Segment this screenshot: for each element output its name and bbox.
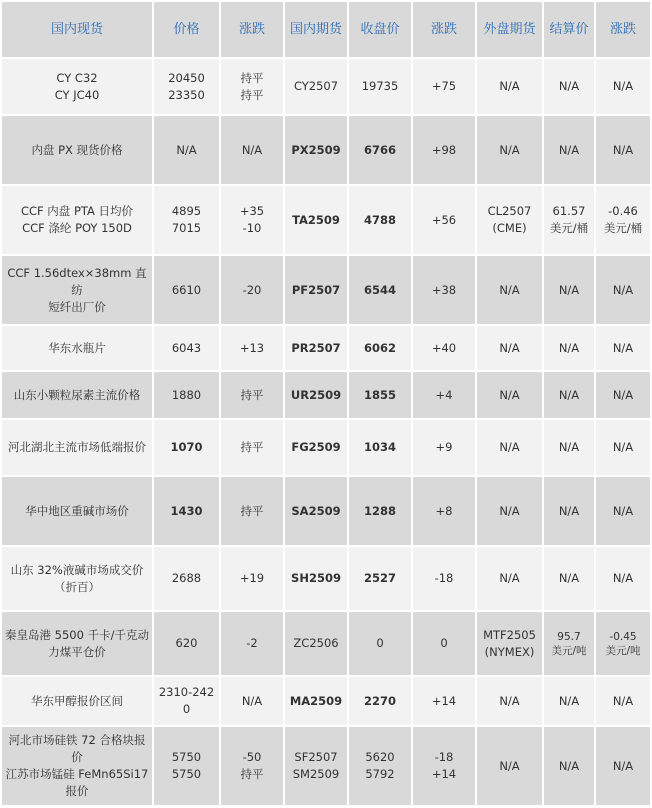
spot-change-line: N/A	[241, 693, 263, 708]
futures-code-cell	[285, 59, 347, 114]
table-row	[2, 612, 650, 675]
header-spot: 国内现货	[2, 2, 152, 57]
header-change: 涨跌	[221, 2, 283, 57]
settle-price-line: 95.7	[557, 630, 581, 643]
close-price-line: 5620	[365, 750, 395, 764]
spot-price-line: 5750	[171, 767, 202, 781]
external-change-cell	[596, 677, 650, 725]
spot-price-line: 1070	[170, 440, 203, 454]
external-futures-line: (CME)	[492, 221, 527, 235]
spot-price-line: 620	[175, 636, 198, 650]
settle-price-line: N/A	[558, 282, 580, 297]
external-change-cell	[596, 420, 650, 475]
settle-price-cell	[544, 547, 594, 610]
spot-name-line: 河北湖北主流市场低端报价	[8, 440, 146, 454]
table-row	[2, 727, 650, 805]
spot-change-cell	[221, 256, 283, 324]
external-futures-line: N/A	[499, 571, 520, 585]
futures-code-line: UR2509	[290, 387, 342, 402]
futures-change-line: -18	[434, 750, 454, 764]
futures-change-line: +4	[435, 387, 453, 402]
external-futures-line: N/A	[499, 387, 520, 402]
external-futures-line: N/A	[499, 440, 520, 454]
close-price-cell	[349, 186, 411, 254]
external-change-line: N/A	[612, 571, 634, 585]
futures-change-line: +9	[435, 440, 453, 454]
spot-name-line: 秦皇岛港 5500 千卡/千克动	[5, 627, 149, 642]
header-external-futures: 外盘期货	[477, 2, 542, 57]
external-futures-cell	[477, 59, 542, 114]
futures-change-line: +40	[431, 340, 457, 355]
external-change-cell	[596, 727, 650, 805]
futures-code-cell	[285, 547, 347, 610]
spot-name-cell	[2, 59, 152, 114]
spot-change-cell	[221, 727, 283, 805]
futures-code-line: FG2509	[291, 440, 341, 454]
external-futures-line: N/A	[499, 282, 520, 297]
futures-code-cell	[285, 477, 347, 545]
external-futures-line: N/A	[499, 758, 520, 773]
spot-name-cell	[2, 727, 152, 805]
header-close: 收盘价	[349, 2, 411, 57]
table-row	[2, 116, 650, 184]
spot-price-line: 5750	[171, 750, 202, 764]
spot-name-cell	[2, 326, 152, 370]
spot-price-cell	[154, 256, 219, 324]
external-futures-cell	[477, 477, 542, 545]
close-price-line: 6766	[363, 142, 396, 157]
external-futures-cell	[477, 326, 542, 370]
spot-price-cell	[154, 677, 219, 725]
external-change-cell	[596, 477, 650, 545]
spot-price-cell	[154, 326, 219, 370]
external-change-cell	[596, 612, 650, 675]
settle-price-cell	[544, 612, 594, 675]
spot-price-line: 20450	[168, 70, 205, 85]
settle-price-line: N/A	[558, 440, 580, 454]
spot-price-line: 1880	[171, 387, 202, 402]
header-futures: 国内期货	[285, 2, 347, 57]
spot-price-line: 2688	[171, 571, 202, 585]
spot-change-line: 持平	[240, 87, 264, 102]
futures-code-cell	[285, 612, 347, 675]
external-futures-line: N/A	[499, 142, 520, 157]
settle-price-cell	[544, 326, 594, 370]
spot-change-cell	[221, 677, 283, 725]
futures-code-cell	[285, 186, 347, 254]
futures-code-cell	[285, 420, 347, 475]
external-change-line: N/A	[612, 79, 634, 93]
futures-change-cell	[413, 326, 475, 370]
spot-name-cell	[2, 116, 152, 184]
close-price-line: 6062	[363, 340, 396, 355]
table-row	[2, 186, 650, 254]
settle-price-line: N/A	[558, 79, 580, 93]
close-price-line: 2270	[363, 693, 396, 708]
external-change-cell	[596, 116, 650, 184]
table-row	[2, 677, 650, 725]
futures-change-line: +56	[431, 212, 457, 227]
external-futures-line: N/A	[499, 79, 520, 93]
external-change-line: N/A	[612, 282, 634, 297]
futures-change-line: +14	[431, 693, 457, 708]
futures-code-cell	[285, 677, 347, 725]
futures-change-cell	[413, 727, 475, 805]
external-change-cell	[596, 186, 650, 254]
external-change-line: N/A	[612, 440, 634, 454]
spot-change-line: 持平	[240, 767, 264, 781]
spot-change-cell	[221, 547, 283, 610]
close-price-cell	[349, 326, 411, 370]
external-futures-cell	[477, 420, 542, 475]
settle-price-line: N/A	[558, 758, 580, 773]
spot-price-cell	[154, 727, 219, 805]
spot-name-cell	[2, 547, 152, 610]
spot-price-line: 2310-2420	[158, 685, 215, 716]
spot-price-line: 1430	[170, 503, 203, 518]
close-price-cell	[349, 677, 411, 725]
table-row	[2, 547, 650, 610]
external-futures-cell	[477, 116, 542, 184]
external-futures-line: CL2507	[487, 204, 532, 218]
close-price-line: 1288	[363, 503, 396, 518]
spot-name-cell	[2, 256, 152, 324]
spot-name-cell	[2, 677, 152, 725]
spot-name-cell	[2, 477, 152, 545]
spot-change-line: -10	[242, 221, 262, 235]
external-futures-line: N/A	[499, 693, 520, 708]
spot-change-cell	[221, 116, 283, 184]
settle-price-cell	[544, 677, 594, 725]
close-price-cell	[349, 256, 411, 324]
settle-price-cell	[544, 727, 594, 805]
spot-change-cell	[221, 420, 283, 475]
table-header-row	[2, 2, 650, 57]
settle-price-cell	[544, 372, 594, 418]
close-price-line: 0	[376, 636, 384, 650]
close-price-cell	[349, 612, 411, 675]
spot-name-line: 江苏市场锰硅 FeMn65Si17	[5, 767, 149, 781]
spot-change-cell	[221, 186, 283, 254]
spot-name-line: CY JC40	[54, 87, 100, 102]
futures-change-cell	[413, 116, 475, 184]
external-futures-cell	[477, 727, 542, 805]
settle-price-line: N/A	[558, 387, 580, 402]
spot-change-line: 持平	[240, 440, 264, 454]
spot-price-line: 4895	[171, 204, 202, 218]
futures-change-line: -18	[434, 571, 454, 585]
futures-code-cell	[285, 727, 347, 805]
external-change-line: N/A	[612, 758, 634, 773]
spot-change-cell	[221, 59, 283, 114]
settle-price-line: 美元/桶	[549, 221, 589, 235]
external-futures-line: MTF2505	[483, 627, 536, 642]
futures-code-line: CY2507	[293, 79, 339, 93]
external-futures-cell	[477, 677, 542, 725]
spot-price-line: N/A	[176, 142, 197, 157]
futures-change-line: +38	[431, 282, 457, 297]
external-futures-line: N/A	[499, 503, 520, 518]
spot-name-cell	[2, 186, 152, 254]
external-futures-cell	[477, 256, 542, 324]
external-change-line: -0.45	[609, 630, 637, 643]
close-price-line: 2527	[363, 571, 396, 585]
close-price-cell	[349, 477, 411, 545]
spot-price-cell	[154, 186, 219, 254]
external-change-line: N/A	[612, 693, 634, 708]
spot-price-line: 6043	[171, 340, 202, 355]
external-change-line: 美元/桶	[603, 221, 643, 235]
spot-price-cell	[154, 547, 219, 610]
spot-name-line: 短纤出厂价	[48, 299, 106, 314]
spot-name-line: CY C32	[56, 70, 98, 85]
close-price-cell	[349, 547, 411, 610]
external-change-line: -0.46	[608, 204, 638, 218]
spot-change-line: 持平	[240, 70, 264, 85]
settle-price-cell	[544, 420, 594, 475]
header-price: 价格	[154, 2, 219, 57]
spot-change-line: +13	[239, 340, 265, 355]
spot-price-cell	[154, 612, 219, 675]
futures-code-line: SH2509	[291, 571, 341, 585]
settle-price-line: 61.57	[552, 204, 586, 218]
futures-change-cell	[413, 186, 475, 254]
futures-code-cell	[285, 256, 347, 324]
spot-name-cell	[2, 372, 152, 418]
futures-change-line: +14	[431, 767, 457, 781]
settle-price-cell	[544, 59, 594, 114]
futures-change-cell	[413, 372, 475, 418]
table-row	[2, 372, 650, 418]
close-price-cell	[349, 116, 411, 184]
spot-price-cell	[154, 59, 219, 114]
spot-name-line: CCF 内盘 PTA 日均价	[20, 204, 134, 218]
spot-change-line: 持平	[240, 503, 264, 518]
spot-price-cell	[154, 372, 219, 418]
table-row	[2, 256, 650, 324]
futures-code-line: PF2507	[291, 282, 341, 297]
external-change-cell	[596, 547, 650, 610]
settle-price-cell	[544, 116, 594, 184]
futures-code-line: PX2509	[291, 142, 341, 157]
spot-price-line: 23350	[168, 87, 205, 102]
close-price-line: 19735	[361, 79, 399, 93]
close-price-cell	[349, 420, 411, 475]
spot-name-line: 河北市场硅铁 72 合格块报价	[8, 733, 146, 764]
spot-name-line: （折百）	[54, 579, 100, 594]
spot-price-line: 6610	[171, 282, 202, 297]
spot-name-cell	[2, 612, 152, 675]
close-price-cell	[349, 372, 411, 418]
spot-change-line: -20	[242, 282, 262, 297]
external-change-line: N/A	[612, 503, 634, 518]
futures-code-line: PR2507	[291, 340, 341, 355]
futures-change-line: +8	[435, 503, 453, 518]
external-futures-cell	[477, 372, 542, 418]
spot-name-cell	[2, 420, 152, 475]
table-row	[2, 326, 650, 370]
close-price-cell	[349, 727, 411, 805]
settle-price-line: N/A	[558, 142, 580, 157]
close-price-line: 5792	[365, 767, 395, 781]
spot-change-line: +35	[239, 204, 265, 218]
table-row	[2, 420, 650, 475]
futures-change-cell	[413, 612, 475, 675]
settle-price-cell	[544, 477, 594, 545]
futures-change-cell	[413, 547, 475, 610]
spot-change-line: +19	[239, 571, 265, 585]
futures-change-line: +75	[431, 79, 457, 93]
spot-name-line: 山东小颗粒尿素主流价格	[13, 387, 141, 402]
spot-change-cell	[221, 612, 283, 675]
settle-price-line: N/A	[558, 340, 580, 355]
settle-price-line: N/A	[558, 571, 580, 585]
spot-price-cell	[154, 477, 219, 545]
settle-price-line: N/A	[558, 503, 580, 518]
external-change-line: N/A	[612, 387, 634, 402]
external-futures-cell	[477, 612, 542, 675]
futures-code-cell	[285, 326, 347, 370]
futures-code-line: TA2509	[292, 212, 340, 227]
spot-change-line: -2	[246, 636, 258, 650]
external-futures-cell	[477, 547, 542, 610]
settle-price-line: N/A	[558, 693, 580, 708]
futures-code-line: SF2507	[294, 750, 338, 764]
header-settle: 结算价	[544, 2, 594, 57]
spot-name-line: 华中地区重碱市场价	[25, 503, 129, 518]
spot-change-line: N/A	[241, 142, 263, 157]
spot-name-line: 内盘 PX 现货价格	[31, 142, 123, 157]
spot-name-line: CCF 涤纶 POY 150D	[22, 221, 132, 235]
header-external-change: 涨跌	[596, 2, 650, 57]
spot-change-cell	[221, 326, 283, 370]
external-change-cell	[596, 59, 650, 114]
external-change-line: N/A	[612, 340, 634, 355]
external-futures-cell	[477, 186, 542, 254]
futures-change-cell	[413, 477, 475, 545]
spot-change-cell	[221, 372, 283, 418]
spot-change-line: -50	[242, 750, 262, 764]
spot-price-cell	[154, 420, 219, 475]
spot-change-line: 持平	[240, 387, 264, 402]
spot-name-line: 华东甲醇报价区间	[31, 693, 123, 708]
futures-change-cell	[413, 677, 475, 725]
spot-name-line: CCF 1.56dtex×38mm 直纺	[7, 265, 147, 297]
settle-price-cell	[544, 256, 594, 324]
header-futures-change: 涨跌	[413, 2, 475, 57]
futures-change-line: +98	[431, 142, 457, 157]
external-change-line: N/A	[612, 142, 634, 157]
spot-name-line: 华东水瓶片	[48, 340, 106, 355]
futures-code-cell	[285, 372, 347, 418]
external-futures-line: N/A	[499, 340, 520, 355]
external-change-cell	[596, 256, 650, 324]
futures-change-cell	[413, 420, 475, 475]
table-row	[2, 477, 650, 545]
table-row	[2, 59, 650, 114]
close-price-line: 6544	[363, 282, 396, 297]
futures-code-line: SA2509	[291, 503, 341, 518]
close-price-line: 1855	[363, 387, 396, 402]
close-price-cell	[349, 59, 411, 114]
close-price-line: 4788	[363, 212, 396, 227]
futures-change-cell	[413, 256, 475, 324]
settle-price-cell	[544, 186, 594, 254]
close-price-line: 1034	[363, 440, 396, 454]
spot-price-line: 7015	[171, 221, 202, 235]
futures-code-line: SM2509	[292, 767, 340, 781]
external-change-cell	[596, 372, 650, 418]
spot-name-line: 山东 32%液碱市场成交价	[10, 562, 144, 577]
futures-code-cell	[285, 116, 347, 184]
futures-code-line: ZC2506	[293, 636, 339, 650]
external-change-line: 美元/吨	[605, 644, 641, 657]
spot-name-line: 力煤平仓价	[48, 644, 106, 659]
spot-price-cell	[154, 116, 219, 184]
futures-code-line: MA2509	[289, 693, 343, 708]
spot-name-line: 报价	[65, 784, 89, 798]
settle-price-line: 美元/吨	[551, 644, 587, 657]
futures-change-cell	[413, 59, 475, 114]
external-change-cell	[596, 326, 650, 370]
external-futures-line: (NYMEX)	[484, 644, 535, 659]
spot-change-cell	[221, 477, 283, 545]
futures-change-line: 0	[440, 636, 448, 650]
